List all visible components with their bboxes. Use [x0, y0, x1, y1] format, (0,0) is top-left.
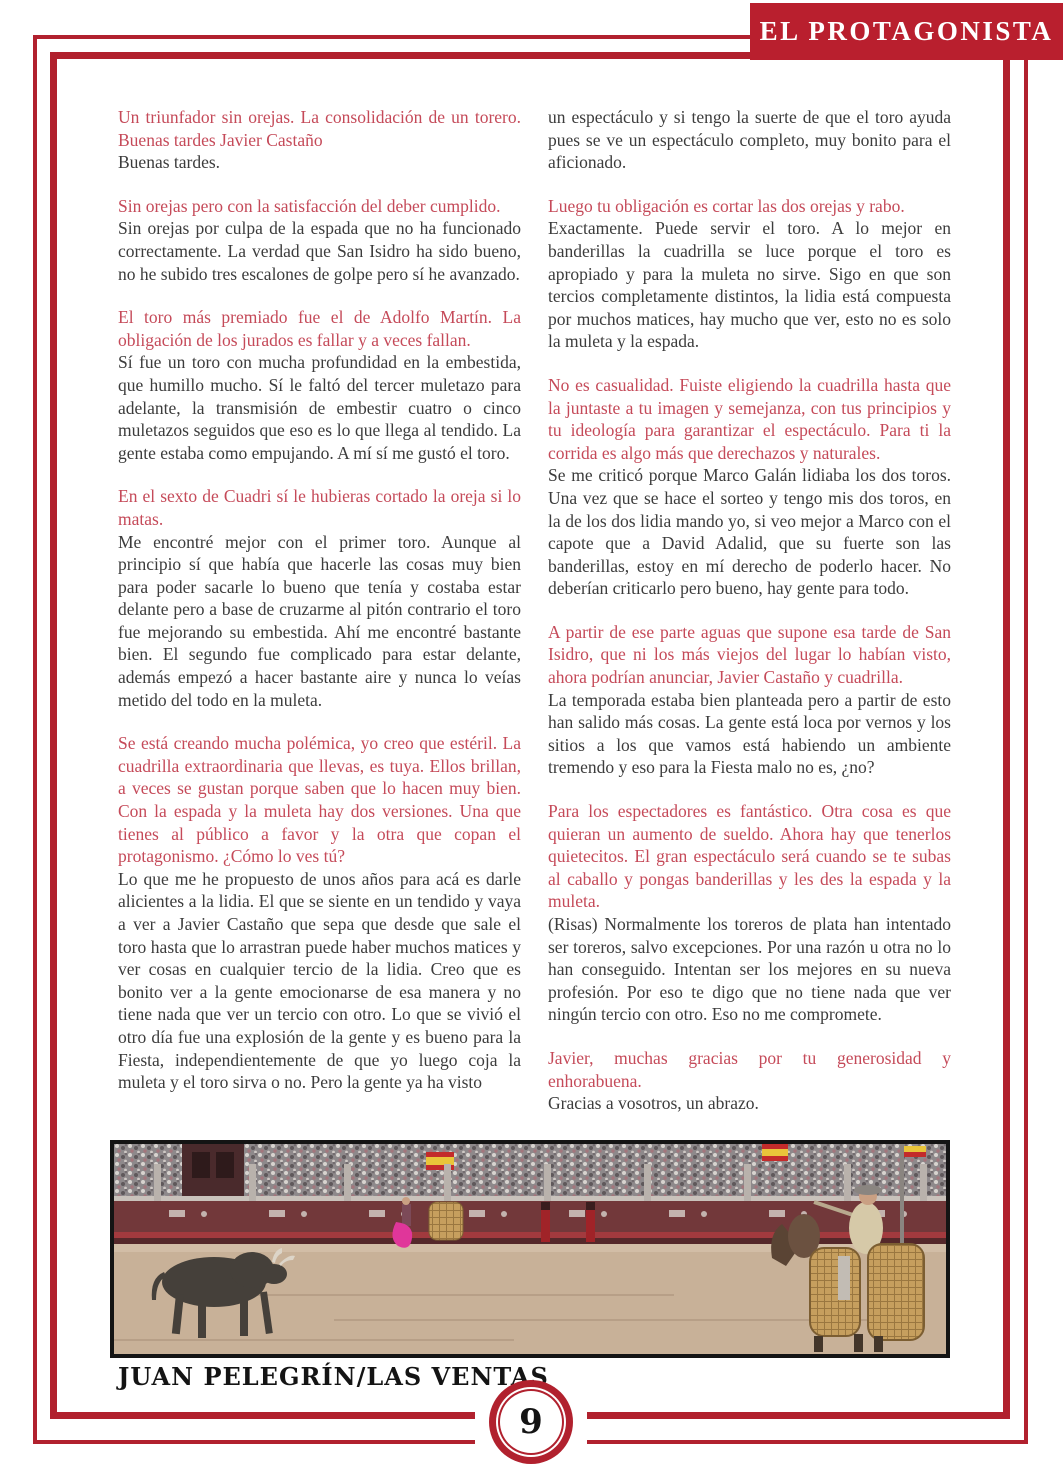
spain-flag — [762, 1144, 788, 1161]
interview-article — [118, 106, 951, 1130]
question-paragraph: Sin orejas pero con la satisfacción del deber cumplido. — [118, 195, 501, 216]
section-title: EL PROTAGONISTA — [759, 16, 1054, 46]
question-paragraph: No es casualidad. Fuiste eligiendo la cuadrilla hasta que la juntaste a tu imagen y semejanza, con tus principios y tu ideología para garantizar el espectáculo. Para ti la corrida es algo más que derechazos y naturales. — [548, 374, 951, 463]
question-paragraph: A partir de ese parte aguas que supone esa tarde de San Isidro, que ni los más viejos del lugar lo habían visto, ahora podrían anunciar, Javier Castaño y cuadrilla. — [548, 621, 951, 688]
question-paragraph: Javier, muchas gracias por tu generosidad y enhorabuena. — [548, 1047, 951, 1091]
answer-paragraph: Se me criticó porque Marco Galán lidiaba los dos toros. Una vez que se hace el sorteo y tengo mis dos toros, en la de los dos lidia mando yo, si veo mejor a Marco con el capote que a David Adalid, que su fuerte son las banderillas, estoy en mí derecho de poderlo hacer. No deberían criticarlo pero bueno, hay gente para todo. — [548, 465, 951, 599]
answer-paragraph: La temporada estaba bien planteada pero a partir de esto han salido más cosas. La gente está loca por vernos y los sitios a los que vamos está habiendo un ambiente tremendo y eso para la Fiesta malo no es, ¿no? — [548, 689, 951, 778]
question-paragraph: Para los espectadores es fantástico. Otra cosa es que quieran un aumento de sueldo. Ahora hay que tenerlos quietecitos. El gran espectáculo será cuando se te subas al caballo y pongas banderillas y les des la espada y la muleta. — [548, 801, 951, 912]
answer-paragraph: Exactamente. Puede servir el toro. A lo mejor en banderillas la cuadrilla se luce porque el toro es apropiado y para la muleta no sirve. Sigo en que son tercios completamente distintos, la lidia está compuesta por muchos matices, hay mucho que ver, esto no es solo la muleta y la espada. — [548, 218, 951, 352]
answer-paragraph: Me encontré mejor con el primer toro. Aunque al principio sí que había que hacerle las cosas muy bien para poder sacarle lo bueno que tenía y costaba estar delante pero a base de cruzarme al pitón contrario el toro fue mejorando su embestida. Ahí me encontré bastante bien. El segundo fue complicado para estar delante, además empezó a hacer bastante aire y nunca lo veías metido del todo en la muleta. — [118, 531, 521, 710]
answer-paragraph: Buenas tardes. — [118, 152, 221, 173]
answer-paragraph: un espectáculo y si tengo la suerte de que el toro ayuda pues se ve un espectáculo completo, muy bonito para el aficionado. — [548, 107, 951, 173]
answer-paragraph: Sí fue un toro con mucha profundidad en la embestida, que humillo mucho. Sí le faltó del tercer muletazo para adelante, la transmisión de embestir cuatro o cinco muletazos seguidos que eso es lo que llega al tendido. La gente estaba como empujando. A mí sí me gustó el toro. — [118, 352, 521, 463]
question-paragraph: Se está creando mucha polémica, yo creo que estéril. La cuadrilla extraordinaria que llevas, es tuya. Ellos brillan, a veces se gustan porque saben que lo hacen muy bien. Con la espada y la muleta hay dos versiones. Una que tienes al público a favor y la otra que copan el protagonismo. ¿Cómo lo ves tú? — [118, 733, 521, 867]
column-right — [548, 106, 951, 1130]
photo-credit: JUAN PELEGRÍN/LAS VENTAS — [118, 1362, 549, 1391]
question-paragraph: Luego tu obligación es cortar las dos orejas y rabo. — [548, 195, 905, 216]
question-paragraph: El toro más premiado fue el de Adolfo Martín. La obligación de los jurados es fallar y a veces fallan. — [118, 307, 521, 350]
section-banner — [750, 3, 1063, 60]
answer-paragraph: Lo que me he propuesto de unos años para acá es darle alicientes a la lidia. El que se siente en un tendido y vaya a ver a Javier Castaño que sepa que desde que sale el toro hasta que lo arrastran puede haber muchos matices y ver cosas en cualquier tercio de la lidia. Creo que es bonito ver a la gente emocionarse de esa manera y no tiene nada que ver un tercio con otro. Lo que se vivió el otro día fue una explosión de la gente y es bueno para la Fiesta, independientemente de que yo luego coja la muleta y el toro sirva o no. Pero la gente ya ha visto — [118, 868, 521, 1093]
page-number-badge — [500, 1391, 562, 1453]
bullring-photo — [110, 1140, 950, 1358]
answer-paragraph: Gracias a vosotros, un abrazo. — [548, 1093, 759, 1114]
page-number: 9 — [519, 1402, 543, 1442]
question-paragraph: Un triunfador sin orejas. La consolidación de un torero. Buenas tardes Javier Castaño — [118, 107, 521, 150]
answer-paragraph: (Risas) Normalmente los toreros de plata han intentado ser toreros, salvo excepciones. Por una razón u otra no lo han conseguido. Intentan ser los mejores en su nueva profesión. Por eso te digo que no tiene nada que ver ningún tercio con otro. Eso no me compromete. — [548, 914, 951, 1025]
answer-paragraph: Sin orejas por culpa de la espada que no ha funcionado correctamente. La verdad que San Isidro ha sido bueno, no he subido tres escalones de golpe pero sí he avanzado. — [118, 218, 521, 284]
question-paragraph: En el sexto de Cuadri sí le hubieras cortado la oreja si lo matas. — [118, 486, 521, 529]
column-left — [118, 106, 521, 1130]
